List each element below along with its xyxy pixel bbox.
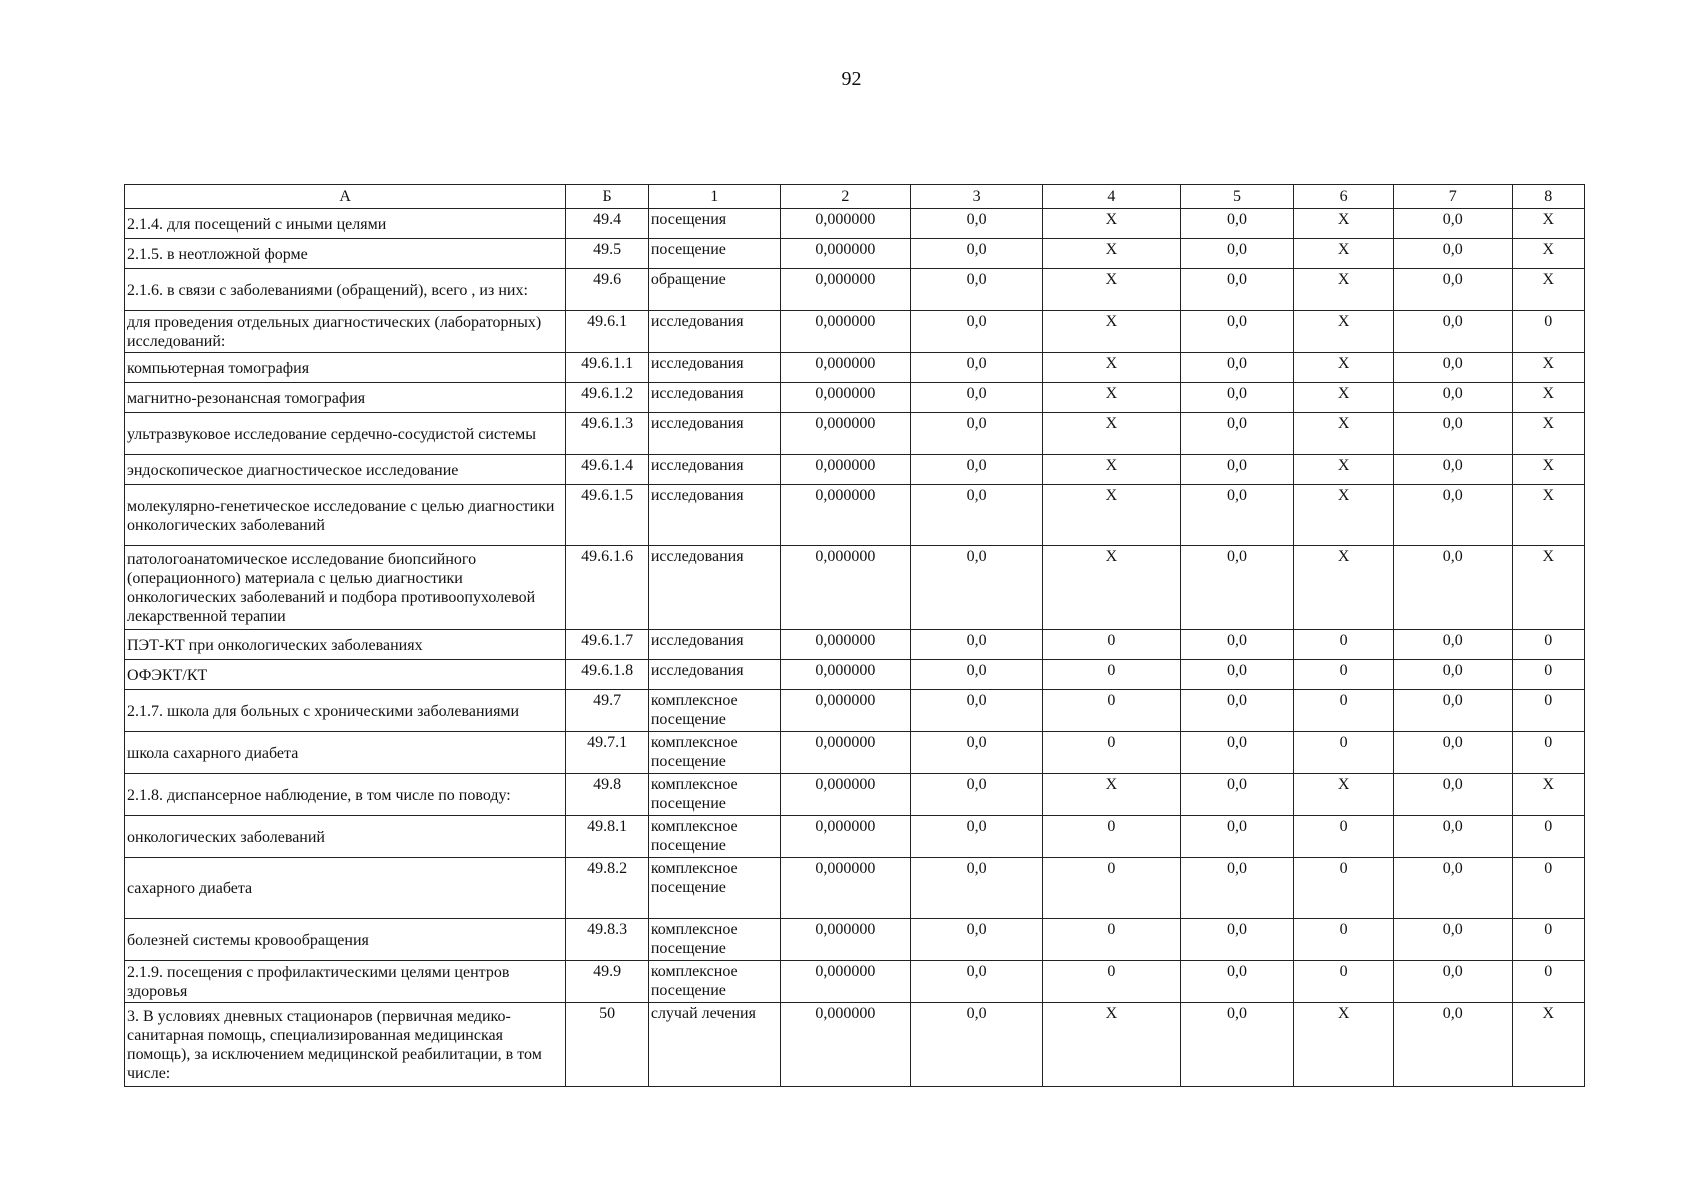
row-value-col5: 0,0 xyxy=(1180,413,1294,455)
row-value-col2: 0,000000 xyxy=(780,413,911,455)
row-value-col6: 0 xyxy=(1294,660,1394,690)
row-value-col2: 0,000000 xyxy=(780,353,911,383)
row-value-col8: X xyxy=(1512,209,1584,239)
row-name-cell: 2.1.5. в неотложной форме xyxy=(125,239,566,269)
row-value-col5: 0,0 xyxy=(1180,353,1294,383)
row-unit-cell: комплексное посещение xyxy=(648,816,780,858)
row-value-col2: 0,000000 xyxy=(780,732,911,774)
row-code-cell: 49.6.1 xyxy=(566,311,648,353)
row-value-col8: X xyxy=(1512,455,1584,485)
row-unit-cell: комплексное посещение xyxy=(648,919,780,961)
row-code-cell: 49.6.1.7 xyxy=(566,630,648,660)
row-value-col4: 0 xyxy=(1042,630,1180,660)
row-value-col4: X xyxy=(1042,546,1180,630)
row-value-col3: 0,0 xyxy=(911,485,1043,546)
row-value-col7: 0,0 xyxy=(1393,455,1512,485)
row-value-col5: 0,0 xyxy=(1180,485,1294,546)
row-value-col8: X xyxy=(1512,546,1584,630)
row-value-col6: X xyxy=(1294,209,1394,239)
row-value-col8: 0 xyxy=(1512,858,1584,919)
row-value-col6: X xyxy=(1294,353,1394,383)
row-value-col6: 0 xyxy=(1294,816,1394,858)
row-name-cell: сахарного диабета xyxy=(125,858,566,919)
row-value-col8: 0 xyxy=(1512,690,1584,732)
row-value-col4: X xyxy=(1042,209,1180,239)
row-value-col7: 0,0 xyxy=(1393,383,1512,413)
row-unit-cell: исследования xyxy=(648,455,780,485)
row-value-col2: 0,000000 xyxy=(780,630,911,660)
row-name-cell: 2.1.7. школа для больных с хроническими заболеваниями xyxy=(125,690,566,732)
row-value-col5: 0,0 xyxy=(1180,455,1294,485)
row-value-col6: 0 xyxy=(1294,961,1394,1003)
row-value-col6: X xyxy=(1294,455,1394,485)
row-code-cell: 49.6.1.2 xyxy=(566,383,648,413)
row-code-cell: 49.5 xyxy=(566,239,648,269)
row-value-col4: 0 xyxy=(1042,690,1180,732)
row-value-col2: 0,000000 xyxy=(780,660,911,690)
table-row xyxy=(125,383,1585,413)
row-value-col7: 0,0 xyxy=(1393,413,1512,455)
table-header-row xyxy=(125,185,1585,209)
row-value-col8: 0 xyxy=(1512,732,1584,774)
row-value-col3: 0,0 xyxy=(911,816,1043,858)
row-value-col2: 0,000000 xyxy=(780,239,911,269)
row-unit-cell: обращение xyxy=(648,269,780,311)
row-name-cell: эндоскопическое диагностическое исследование xyxy=(125,455,566,485)
row-value-col6: X xyxy=(1294,383,1394,413)
row-value-col3: 0,0 xyxy=(911,919,1043,961)
row-value-col6: 0 xyxy=(1294,630,1394,660)
table-row xyxy=(125,732,1585,774)
table-row xyxy=(125,546,1585,630)
column-header: 4 xyxy=(1042,185,1180,209)
row-value-col3: 0,0 xyxy=(911,961,1043,1003)
row-value-col5: 0,0 xyxy=(1180,239,1294,269)
table-row xyxy=(125,919,1585,961)
row-value-col5: 0,0 xyxy=(1180,690,1294,732)
row-value-col8: 0 xyxy=(1512,961,1584,1003)
row-value-col7: 0,0 xyxy=(1393,485,1512,546)
row-value-col3: 0,0 xyxy=(911,455,1043,485)
row-code-cell: 49.9 xyxy=(566,961,648,1003)
row-value-col7: 0,0 xyxy=(1393,961,1512,1003)
row-value-col6: X xyxy=(1294,269,1394,311)
row-value-col5: 0,0 xyxy=(1180,209,1294,239)
row-name-cell: ультразвуковое исследование сердечно-сосудистой системы xyxy=(125,413,566,455)
row-unit-cell: случай лечения xyxy=(648,1003,780,1087)
table-row xyxy=(125,209,1585,239)
row-value-col2: 0,000000 xyxy=(780,690,911,732)
row-value-col5: 0,0 xyxy=(1180,630,1294,660)
row-value-col2: 0,000000 xyxy=(780,546,911,630)
row-value-col3: 0,0 xyxy=(911,774,1043,816)
table-row xyxy=(125,858,1585,919)
row-value-col6: X xyxy=(1294,546,1394,630)
row-name-cell: 2.1.4. для посещений с иными целями xyxy=(125,209,566,239)
row-value-col4: X xyxy=(1042,269,1180,311)
table-row xyxy=(125,630,1585,660)
row-name-cell: для проведения отдельных диагностических (лабораторных) исследований: xyxy=(125,311,566,353)
table-row xyxy=(125,690,1585,732)
row-value-col3: 0,0 xyxy=(911,858,1043,919)
row-name-cell: патологоанатомическое исследование биопсийного (операционного) материала с целью диагностики онкологических заболеваний и подбора противоопухолевой лекарственной терапии xyxy=(125,546,566,630)
row-value-col8: X xyxy=(1512,383,1584,413)
row-value-col5: 0,0 xyxy=(1180,919,1294,961)
row-code-cell: 49.4 xyxy=(566,209,648,239)
row-code-cell: 49.7 xyxy=(566,690,648,732)
table-row xyxy=(125,485,1585,546)
row-value-col2: 0,000000 xyxy=(780,455,911,485)
row-name-cell: магнитно-резонансная томография xyxy=(125,383,566,413)
row-name-cell: онкологических заболеваний xyxy=(125,816,566,858)
row-value-col8: 0 xyxy=(1512,816,1584,858)
row-value-col5: 0,0 xyxy=(1180,816,1294,858)
row-value-col5: 0,0 xyxy=(1180,732,1294,774)
row-unit-cell: исследования xyxy=(648,311,780,353)
row-value-col2: 0,000000 xyxy=(780,383,911,413)
row-value-col7: 0,0 xyxy=(1393,269,1512,311)
row-value-col3: 0,0 xyxy=(911,630,1043,660)
row-value-col7: 0,0 xyxy=(1393,630,1512,660)
column-header: Б xyxy=(566,185,648,209)
row-value-col6: X xyxy=(1294,774,1394,816)
row-value-col2: 0,000000 xyxy=(780,1003,911,1087)
row-value-col6: 0 xyxy=(1294,858,1394,919)
row-value-col5: 0,0 xyxy=(1180,383,1294,413)
row-code-cell: 49.8.3 xyxy=(566,919,648,961)
row-value-col7: 0,0 xyxy=(1393,732,1512,774)
row-value-col8: 0 xyxy=(1512,660,1584,690)
row-value-col2: 0,000000 xyxy=(780,816,911,858)
row-value-col6: X xyxy=(1294,311,1394,353)
row-value-col2: 0,000000 xyxy=(780,269,911,311)
row-value-col7: 0,0 xyxy=(1393,816,1512,858)
table-row xyxy=(125,455,1585,485)
table-row xyxy=(125,413,1585,455)
table-body xyxy=(125,209,1585,1087)
row-name-cell: 2.1.8. диспансерное наблюдение, в том числе по поводу: xyxy=(125,774,566,816)
row-unit-cell: комплексное посещение xyxy=(648,961,780,1003)
row-unit-cell: комплексное посещение xyxy=(648,732,780,774)
table-row xyxy=(125,660,1585,690)
row-value-col5: 0,0 xyxy=(1180,858,1294,919)
row-value-col3: 0,0 xyxy=(911,732,1043,774)
table-row xyxy=(125,353,1585,383)
row-value-col4: X xyxy=(1042,455,1180,485)
row-unit-cell: посещение xyxy=(648,239,780,269)
column-header: 2 xyxy=(780,185,911,209)
row-value-col8: X xyxy=(1512,353,1584,383)
row-name-cell: школа сахарного диабета xyxy=(125,732,566,774)
row-value-col2: 0,000000 xyxy=(780,209,911,239)
row-name-cell: 2.1.6. в связи с заболеваниями (обращений), всего , из них: xyxy=(125,269,566,311)
row-name-cell: ПЭТ-КТ при онкологических заболеваниях xyxy=(125,630,566,660)
row-unit-cell: исследования xyxy=(648,353,780,383)
row-value-col5: 0,0 xyxy=(1180,311,1294,353)
row-unit-cell: исследования xyxy=(648,630,780,660)
row-value-col7: 0,0 xyxy=(1393,311,1512,353)
row-unit-cell: исследования xyxy=(648,546,780,630)
row-value-col7: 0,0 xyxy=(1393,774,1512,816)
column-header: 3 xyxy=(911,185,1043,209)
row-unit-cell: исследования xyxy=(648,660,780,690)
row-unit-cell: посещения xyxy=(648,209,780,239)
row-code-cell: 49.8.2 xyxy=(566,858,648,919)
table-row xyxy=(125,269,1585,311)
data-table xyxy=(124,184,1585,1087)
row-value-col6: 0 xyxy=(1294,690,1394,732)
row-unit-cell: комплексное посещение xyxy=(648,774,780,816)
row-value-col4: 0 xyxy=(1042,816,1180,858)
row-value-col4: X xyxy=(1042,383,1180,413)
row-value-col3: 0,0 xyxy=(911,353,1043,383)
row-value-col6: X xyxy=(1294,485,1394,546)
row-name-cell: молекулярно-генетическое исследование с целью диагностики онкологических заболеваний xyxy=(125,485,566,546)
row-value-col6: X xyxy=(1294,1003,1394,1087)
row-unit-cell: исследования xyxy=(648,383,780,413)
row-value-col8: X xyxy=(1512,485,1584,546)
row-value-col4: 0 xyxy=(1042,858,1180,919)
row-value-col8: 0 xyxy=(1512,630,1584,660)
row-code-cell: 49.7.1 xyxy=(566,732,648,774)
row-value-col4: X xyxy=(1042,311,1180,353)
row-value-col5: 0,0 xyxy=(1180,1003,1294,1087)
row-code-cell: 49.6.1.8 xyxy=(566,660,648,690)
column-header: 6 xyxy=(1294,185,1394,209)
row-unit-cell: комплексное посещение xyxy=(648,858,780,919)
row-value-col6: X xyxy=(1294,413,1394,455)
row-unit-cell: комплексное посещение xyxy=(648,690,780,732)
row-name-cell: компьютерная томография xyxy=(125,353,566,383)
row-code-cell: 49.6 xyxy=(566,269,648,311)
row-name-cell: 3. В условиях дневных стационаров (первичная медико-санитарная помощь, специализированная медицинская помощь), за исключением медицинской реабилитации, в том числе: xyxy=(125,1003,566,1087)
row-value-col2: 0,000000 xyxy=(780,485,911,546)
row-value-col8: X xyxy=(1512,239,1584,269)
row-value-col7: 0,0 xyxy=(1393,690,1512,732)
row-value-col4: 0 xyxy=(1042,732,1180,774)
row-value-col3: 0,0 xyxy=(911,690,1043,732)
row-value-col4: X xyxy=(1042,485,1180,546)
row-value-col3: 0,0 xyxy=(911,269,1043,311)
column-header: 1 xyxy=(648,185,780,209)
column-header: 7 xyxy=(1393,185,1512,209)
row-value-col2: 0,000000 xyxy=(780,774,911,816)
row-code-cell: 50 xyxy=(566,1003,648,1087)
page-number: 92 xyxy=(841,68,862,90)
row-value-col5: 0,0 xyxy=(1180,774,1294,816)
row-value-col2: 0,000000 xyxy=(780,919,911,961)
row-value-col5: 0,0 xyxy=(1180,660,1294,690)
row-value-col7: 0,0 xyxy=(1393,1003,1512,1087)
row-value-col2: 0,000000 xyxy=(780,858,911,919)
row-value-col6: 0 xyxy=(1294,732,1394,774)
table-row xyxy=(125,1003,1585,1087)
row-name-cell: ОФЭКТ/КТ xyxy=(125,660,566,690)
table-row xyxy=(125,816,1585,858)
row-value-col8: X xyxy=(1512,413,1584,455)
row-name-cell: болезней системы кровообращения xyxy=(125,919,566,961)
row-value-col3: 0,0 xyxy=(911,660,1043,690)
table-row xyxy=(125,311,1585,353)
row-value-col8: X xyxy=(1512,1003,1584,1087)
row-name-cell: 2.1.9. посещения с профилактическими целями центров здоровья xyxy=(125,961,566,1003)
row-value-col4: X xyxy=(1042,413,1180,455)
row-value-col3: 0,0 xyxy=(911,413,1043,455)
row-code-cell: 49.6.1.1 xyxy=(566,353,648,383)
row-code-cell: 49.6.1.6 xyxy=(566,546,648,630)
row-code-cell: 49.6.1.3 xyxy=(566,413,648,455)
row-value-col4: 0 xyxy=(1042,961,1180,1003)
row-value-col4: X xyxy=(1042,239,1180,269)
column-header: 8 xyxy=(1512,185,1584,209)
row-value-col3: 0,0 xyxy=(911,311,1043,353)
row-value-col7: 0,0 xyxy=(1393,546,1512,630)
row-value-col2: 0,000000 xyxy=(780,311,911,353)
row-value-col4: 0 xyxy=(1042,660,1180,690)
column-header: 5 xyxy=(1180,185,1294,209)
row-value-col5: 0,0 xyxy=(1180,269,1294,311)
row-value-col8: X xyxy=(1512,774,1584,816)
row-code-cell: 49.8.1 xyxy=(566,816,648,858)
row-code-cell: 49.6.1.4 xyxy=(566,455,648,485)
row-value-col8: 0 xyxy=(1512,919,1584,961)
row-value-col3: 0,0 xyxy=(911,546,1043,630)
row-code-cell: 49.8 xyxy=(566,774,648,816)
row-value-col7: 0,0 xyxy=(1393,239,1512,269)
row-value-col2: 0,000000 xyxy=(780,961,911,1003)
row-value-col5: 0,0 xyxy=(1180,961,1294,1003)
row-value-col6: X xyxy=(1294,239,1394,269)
row-unit-cell: исследования xyxy=(648,485,780,546)
row-value-col3: 0,0 xyxy=(911,383,1043,413)
table-row xyxy=(125,961,1585,1003)
row-value-col8: X xyxy=(1512,269,1584,311)
row-unit-cell: исследования xyxy=(648,413,780,455)
row-value-col4: X xyxy=(1042,1003,1180,1087)
row-value-col7: 0,0 xyxy=(1393,209,1512,239)
row-value-col3: 0,0 xyxy=(911,1003,1043,1087)
row-value-col7: 0,0 xyxy=(1393,660,1512,690)
row-value-col7: 0,0 xyxy=(1393,919,1512,961)
table-row xyxy=(125,774,1585,816)
row-value-col7: 0,0 xyxy=(1393,858,1512,919)
row-value-col8: 0 xyxy=(1512,311,1584,353)
row-value-col4: X xyxy=(1042,774,1180,816)
row-value-col5: 0,0 xyxy=(1180,546,1294,630)
column-header: А xyxy=(125,185,566,209)
row-code-cell: 49.6.1.5 xyxy=(566,485,648,546)
table-row xyxy=(125,239,1585,269)
row-value-col7: 0,0 xyxy=(1393,353,1512,383)
row-value-col4: 0 xyxy=(1042,919,1180,961)
row-value-col3: 0,0 xyxy=(911,239,1043,269)
row-value-col6: 0 xyxy=(1294,919,1394,961)
row-value-col3: 0,0 xyxy=(911,209,1043,239)
row-value-col4: X xyxy=(1042,353,1180,383)
